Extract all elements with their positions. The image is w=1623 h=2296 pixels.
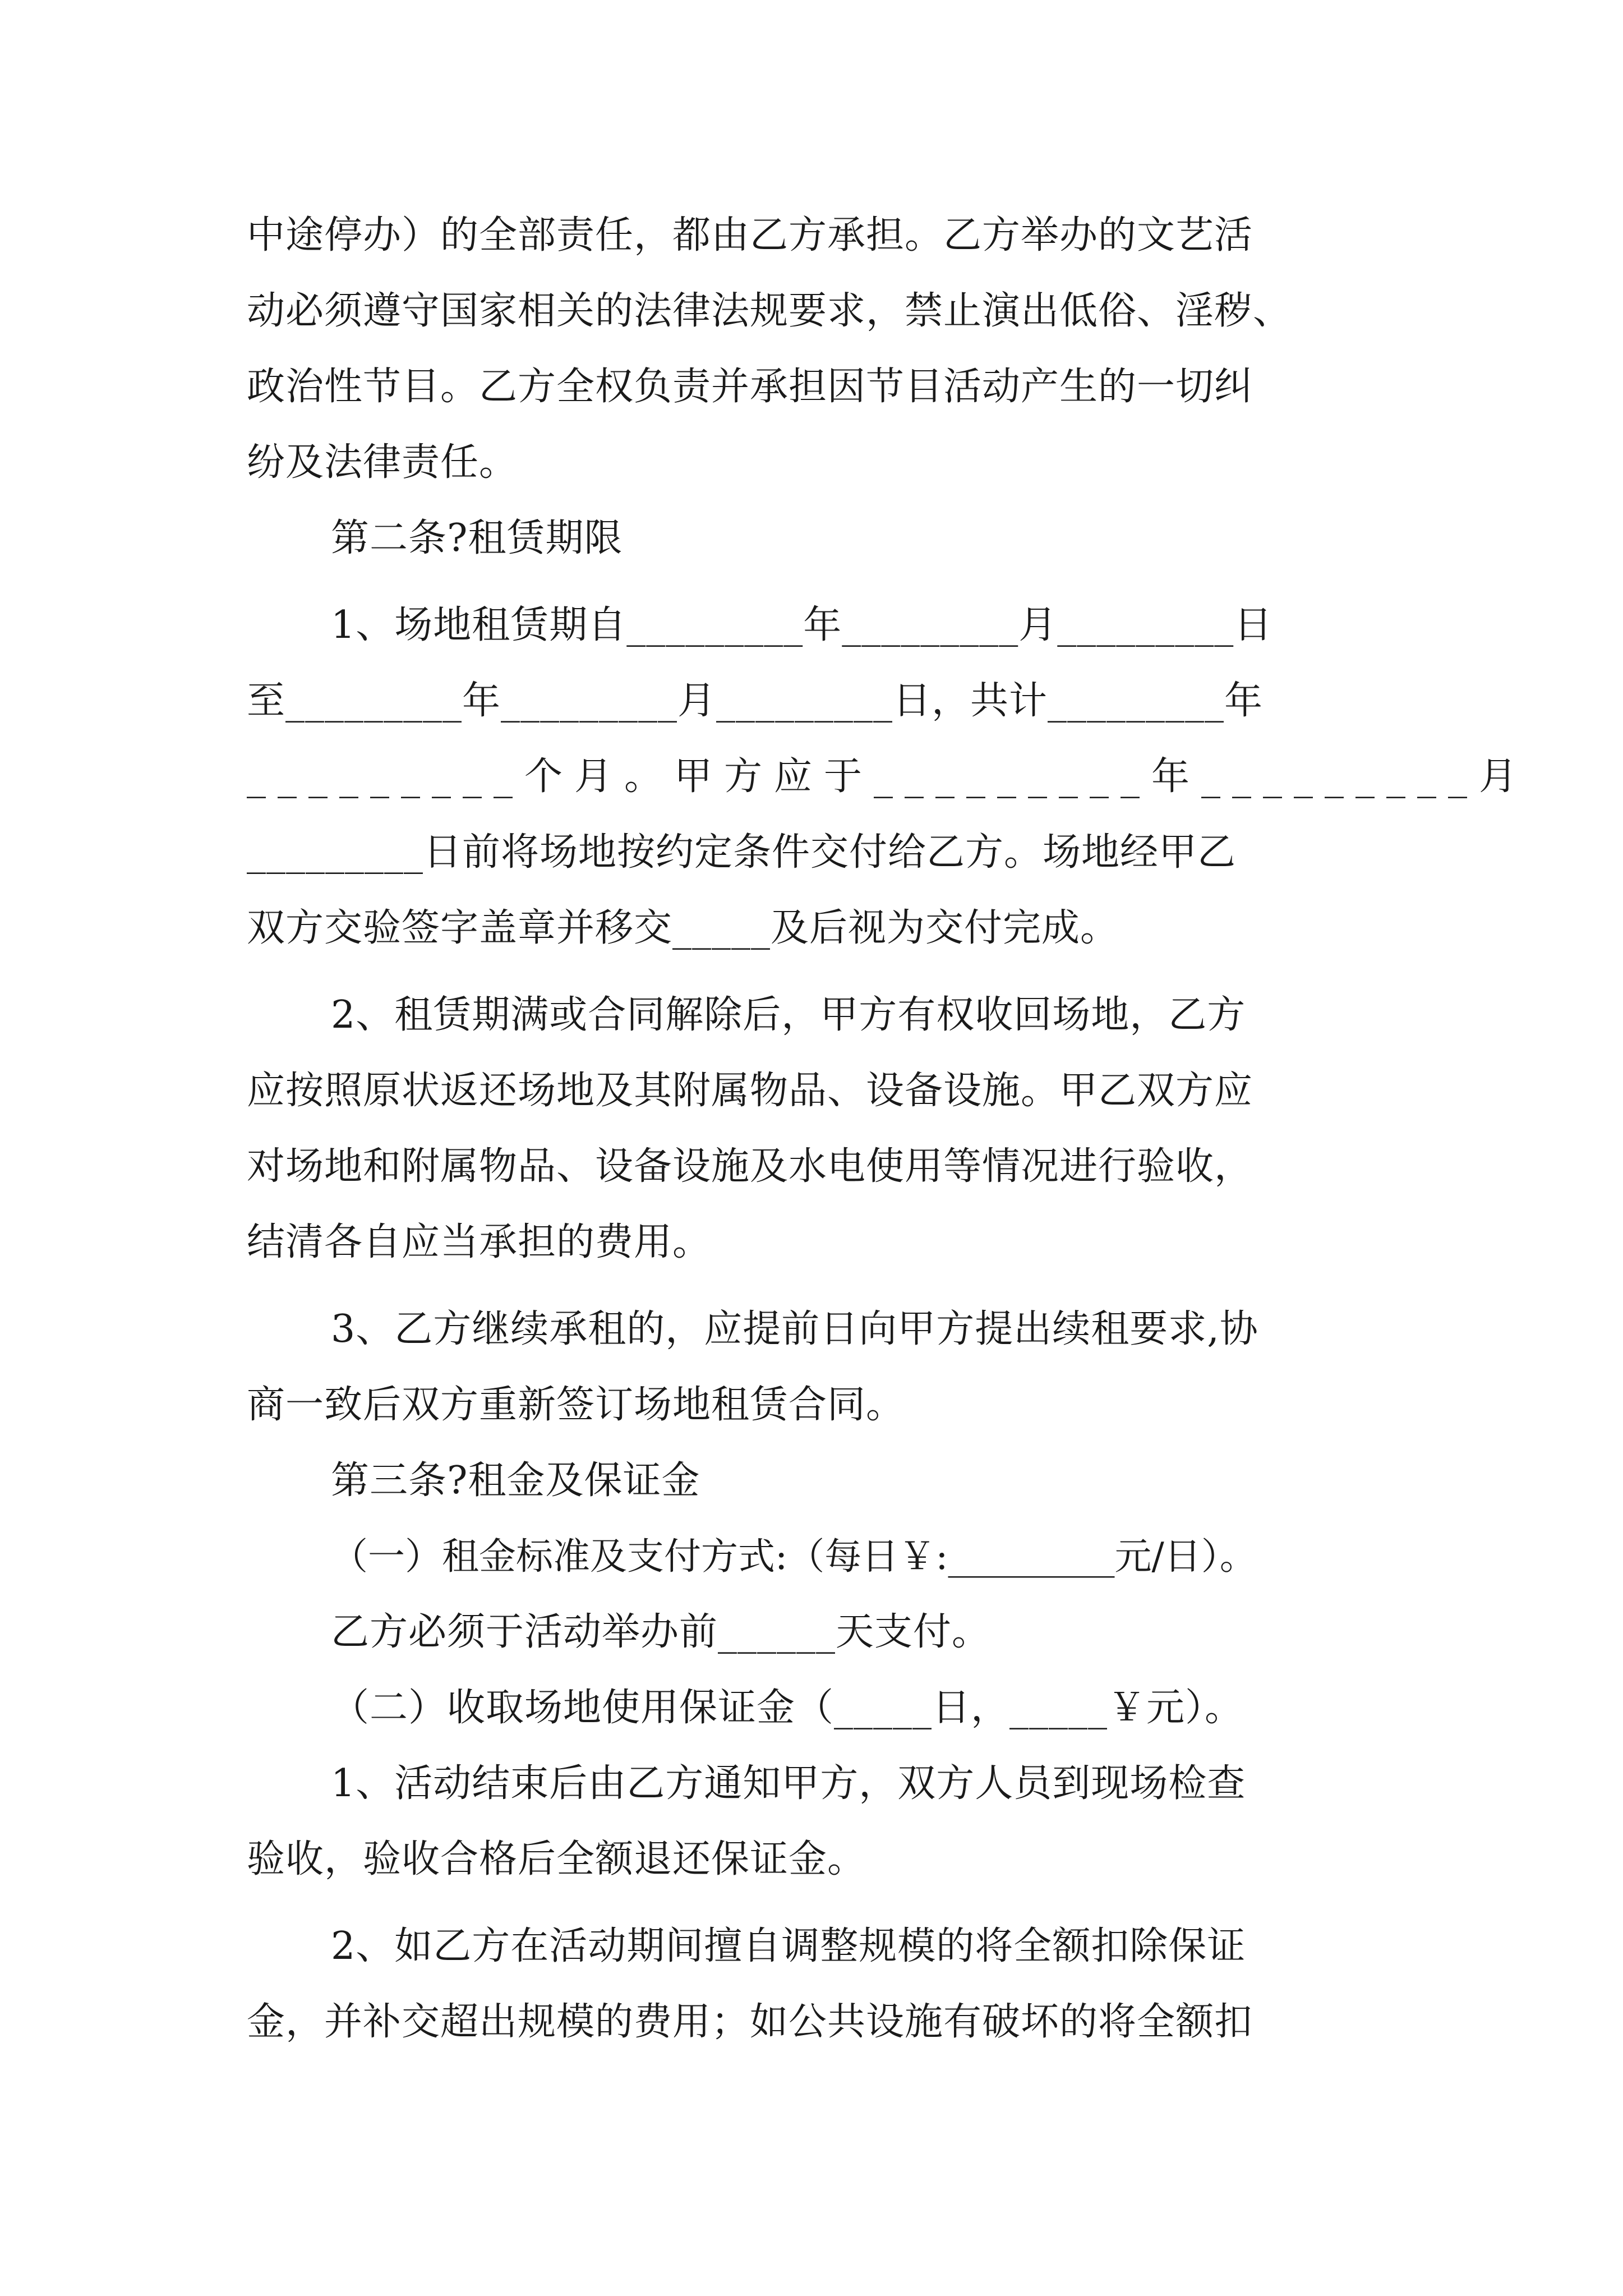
section-heading: 第三条?租金及保证金 xyxy=(331,1458,700,1503)
text-line: 政治性节目。乙方全权负责并承担因节目活动产生的一切纠 xyxy=(247,365,1253,409)
text-line: 验收，验收合格后全额退还保证金。 xyxy=(247,1837,866,1881)
text-line: 中途停办）的全部责任，都由乙方承担。乙方举办的文艺活 xyxy=(247,213,1253,257)
text-line: 结清各自应当承担的费用。 xyxy=(247,1220,712,1264)
text-line: 2、如乙方在活动期间擅自调整规模的将全额扣除保证 xyxy=(331,1924,1246,1968)
text-line: 应按照原状返还场地及其附属物品、设备设施。甲乙双方应 xyxy=(247,1069,1253,1113)
text-line: 纷及法律责任。 xyxy=(247,440,518,485)
text-line: 动必须遵守国家相关的法律法规要求，禁止演出低俗、淫秽、 xyxy=(247,289,1292,333)
text-line: 乙方必须于活动举办前______天支付。 xyxy=(331,1610,991,1654)
text-line: 2、租赁期满或合同解除后，甲方有权收回场地，乙方 xyxy=(331,993,1246,1037)
text-line: 至_________年_________月_________日，共计_________年 xyxy=(247,679,1264,723)
text-line: _________个月。甲方应于_________年_________月 xyxy=(247,754,1529,799)
text-line: 3、乙方继续承租的，应提前日向甲方提出续租要求,协 xyxy=(331,1307,1258,1351)
text-line: 双方交验签字盖章并移交_____及后视为交付完成。 xyxy=(247,906,1119,950)
text-line: _________日前将场地按约定条件交付给乙方。场地经甲乙 xyxy=(247,830,1237,875)
text-line: 对场地和附属物品、设备设施及水电使用等情况进行验收， xyxy=(247,1144,1253,1189)
text-line: 1、活动结束后由乙方通知甲方，双方人员到现场检查 xyxy=(331,1761,1246,1806)
text-line: 金，并补交超出规模的费用；如公共设施有破坏的将全额扣 xyxy=(247,2000,1253,2044)
text-line: 1、场地租赁期自_________年_________月_________日 xyxy=(331,603,1273,647)
section-heading: 第二条?租赁期限 xyxy=(331,516,623,560)
text-line: （一）租金标准及支付方式:（每日￥:_________元/日）。 xyxy=(331,1535,1257,1578)
text-line: 商一致后双方重新签订场地租赁合同。 xyxy=(247,1383,905,1427)
text-line: （二）收取场地使用保证金（_____日，_____￥元）。 xyxy=(331,1686,1244,1730)
